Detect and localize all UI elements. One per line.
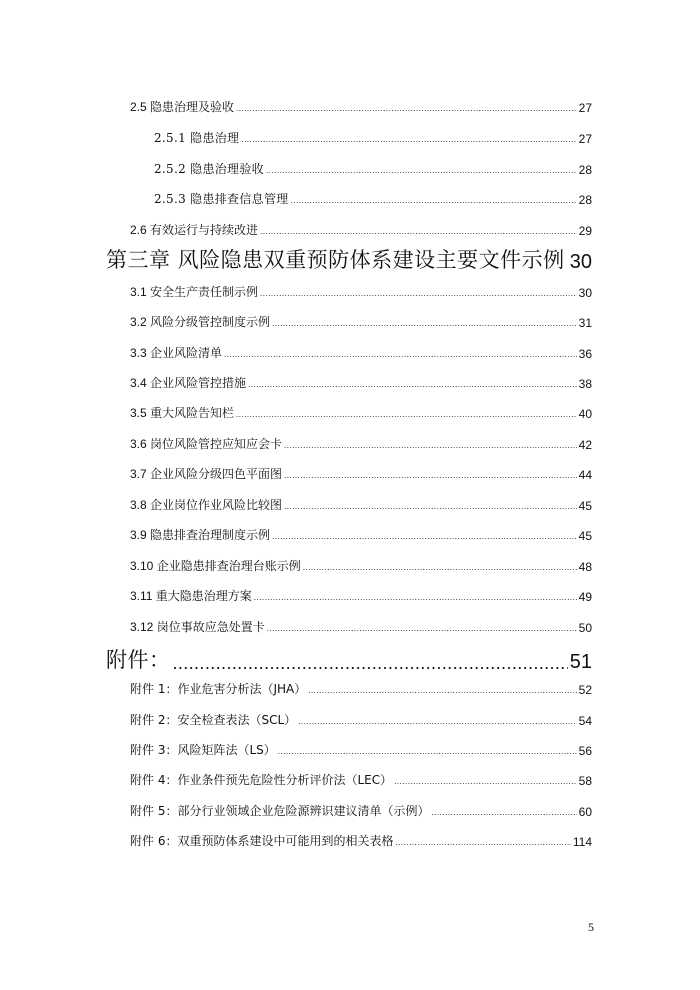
toc-leader-dots xyxy=(266,165,577,177)
toc-entry-label: 附件 3：风险矩阵法（LS） xyxy=(130,743,276,757)
toc-entry-label: 附件 5：部分行业领域企业危险源辨识建议清单（示例） xyxy=(130,804,430,818)
page-footer-number: 5 xyxy=(588,920,594,934)
toc-page-number: 52 xyxy=(578,683,592,697)
toc-page-number: 28 xyxy=(578,163,592,177)
toc-entry-3-3[interactable] xyxy=(130,344,592,361)
toc-page-number: 38 xyxy=(578,377,592,391)
toc-leader-dots xyxy=(284,470,577,482)
toc-entry-label: 3.5 重大风险告知栏 xyxy=(130,406,235,420)
toc-leader-dots xyxy=(173,654,568,674)
toc-entry-2-5-2[interactable] xyxy=(154,160,592,177)
toc-entry-appendix-1[interactable] xyxy=(130,680,592,697)
toc-chapter-label: 附件： xyxy=(106,648,171,672)
toc-leader-dots xyxy=(308,685,576,697)
toc-page-number: 60 xyxy=(578,805,592,819)
toc-leader-dots xyxy=(260,288,577,300)
toc-entry-appendix-6[interactable] xyxy=(130,832,592,849)
toc-leader-dots xyxy=(236,103,577,115)
toc-entry-label: 附件 1：作业危害分析法（JHA） xyxy=(130,682,307,696)
toc-entry-label: 3.8 企业岗位作业风险比较图 xyxy=(130,498,283,512)
toc-leader-dots xyxy=(431,807,576,819)
toc-entry-chapter-3[interactable] xyxy=(106,244,592,274)
toc-entry-2-5-3[interactable] xyxy=(154,190,592,207)
toc-entry-3-11[interactable] xyxy=(130,587,592,604)
toc-entry-label: 附件 4：作业条件预先危险性分析评价法（LEC） xyxy=(130,773,393,787)
toc-entry-3-5[interactable] xyxy=(130,404,592,421)
toc-entry-label: 3.12 岗位事故应急处置卡 xyxy=(130,620,265,634)
toc-entry-label: 3.4 企业风险管控措施 xyxy=(130,376,247,390)
toc-leader-dots xyxy=(248,379,577,391)
toc-entry-label: 附件 6：双重预防体系建设中可能用到的相关表格 xyxy=(130,834,394,848)
toc-leader-dots xyxy=(224,349,577,361)
toc-entry-label: 3.1 安全生产责任制示例 xyxy=(130,285,259,299)
toc-entry-appendix[interactable] xyxy=(106,644,592,674)
toc-page-number: 27 xyxy=(578,132,592,146)
toc-entry-label: 3.3 企业风险清单 xyxy=(130,346,223,360)
toc-leader-dots xyxy=(272,318,577,330)
toc-leader-dots xyxy=(284,440,577,452)
toc-entry-label: 3.10 企业隐患排查治理台账示例 xyxy=(130,559,301,573)
toc-leader-dots xyxy=(303,562,577,574)
toc-entry-label: 3.11 重大隐患治理方案 xyxy=(130,589,252,603)
toc-leader-dots xyxy=(284,501,577,513)
toc-page-number: 48 xyxy=(578,560,592,574)
toc-leader-dots xyxy=(395,837,570,849)
toc-entry-label: 3.7 企业风险分级四色平面图 xyxy=(130,467,283,481)
toc-entry-label: 3.6 岗位风险管控应知应会卡 xyxy=(130,437,283,451)
toc-page-number: 45 xyxy=(578,499,592,513)
toc-entry-label: 2.6 有效运行与持续改进 xyxy=(130,223,259,237)
toc-entry-3-1[interactable] xyxy=(130,283,592,300)
toc-leader-dots xyxy=(272,531,577,543)
toc-entry-label: 2.5 隐患治理及验收 xyxy=(130,100,235,114)
toc-leader-dots xyxy=(260,226,577,238)
toc-entry-3-2[interactable] xyxy=(130,313,592,330)
toc-page-number: 28 xyxy=(578,193,592,207)
toc-entry-label: 2.5.1 隐患治理 xyxy=(154,131,240,145)
toc-page-number: 31 xyxy=(578,316,592,330)
toc-page-number: 114 xyxy=(572,835,592,849)
toc-page-number: 27 xyxy=(578,101,592,115)
toc-leader-dots xyxy=(291,195,577,207)
toc-entry-appendix-2[interactable] xyxy=(130,711,592,728)
toc-entry-3-6[interactable] xyxy=(130,435,592,452)
toc-leader-dots xyxy=(567,254,568,274)
toc-page-number: 30 xyxy=(578,286,592,300)
toc-page-number: 44 xyxy=(578,468,592,482)
toc-entry-appendix-4[interactable] xyxy=(130,771,592,788)
toc-chapter-label: 第三章 风险隐患双重预防体系建设主要文件示例 xyxy=(106,248,565,272)
toc-entry-label: 附件 2：安全检查表法（SCL） xyxy=(130,713,297,727)
toc-entry-2-5[interactable] xyxy=(130,98,592,115)
toc-page-number: 51 xyxy=(569,651,592,673)
toc-entry-3-10[interactable] xyxy=(130,557,592,574)
toc-page-number: 58 xyxy=(578,774,592,788)
toc-page-number: 54 xyxy=(578,714,592,728)
toc-page-number: 42 xyxy=(578,438,592,452)
toc-leader-dots xyxy=(254,592,577,604)
toc-page-number: 50 xyxy=(578,621,592,635)
toc-entry-3-7[interactable] xyxy=(130,465,592,482)
toc-page-number: 40 xyxy=(578,407,592,421)
toc-entry-2-6[interactable] xyxy=(130,221,592,238)
toc-page-number: 45 xyxy=(578,529,592,543)
toc-leader-dots xyxy=(241,134,576,146)
toc-entry-label: 2.5.3 隐患排查信息管理 xyxy=(154,192,289,206)
toc-entry-label: 3.9 隐患排查治理制度示例 xyxy=(130,528,271,542)
toc-leader-dots xyxy=(236,409,577,421)
toc-page-number: 30 xyxy=(569,251,592,273)
toc-entry-label: 3.2 风险分级管控制度示例 xyxy=(130,315,271,329)
toc-leader-dots xyxy=(267,623,577,635)
toc-page-number: 56 xyxy=(578,744,592,758)
toc-entry-3-4[interactable] xyxy=(130,374,592,391)
toc-entry-3-8[interactable] xyxy=(130,496,592,513)
toc-entry-2-5-1[interactable] xyxy=(154,129,592,146)
toc-page-number: 49 xyxy=(578,590,592,604)
toc-entry-3-9[interactable] xyxy=(130,526,592,543)
toc-entry-3-12[interactable] xyxy=(130,618,592,635)
toc-entry-appendix-3[interactable] xyxy=(130,741,592,758)
toc-page-number: 29 xyxy=(578,224,592,238)
toc-leader-dots xyxy=(298,716,577,728)
toc-entry-label: 2.5.2 隐患治理验收 xyxy=(154,162,264,176)
toc-leader-dots xyxy=(394,776,577,788)
toc-page-number: 36 xyxy=(578,347,592,361)
toc-leader-dots xyxy=(278,746,577,758)
toc-entry-appendix-5[interactable] xyxy=(130,802,592,819)
